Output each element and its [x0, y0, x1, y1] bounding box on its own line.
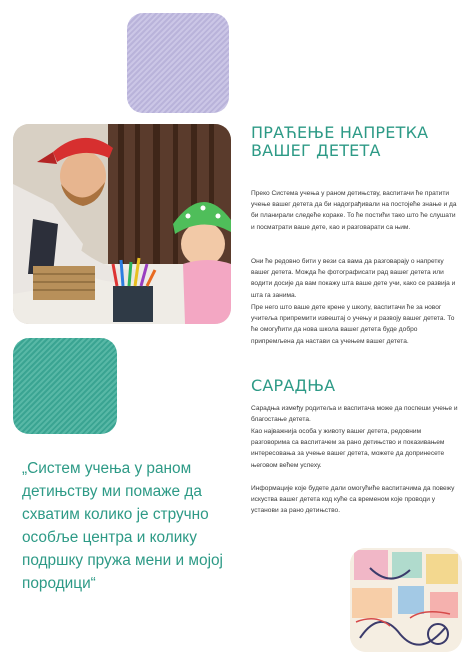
decorative-teal-tile	[13, 338, 117, 434]
artwork-illustration	[350, 548, 462, 652]
child-artwork-image	[350, 548, 462, 652]
collaboration-paragraph-3: Информације које будете дали омогућиће васпитачима да повежу искуства вашег детета код куће са временом које проводи у установи за рано детињство.	[251, 485, 455, 515]
photo-illustration	[13, 124, 231, 324]
decorative-lavender-tile	[127, 13, 229, 113]
collaboration-paragraph-1: Сарадња између родитеља и васпитача може да поспеши учење и благостање детета.	[251, 405, 458, 424]
progress-paragraph-2: Они ће редовно бити у вези са вама да разговарају о напретку вашег детета. Можда ће фотографисати рад вашег детета или водити досије да вам покажу шта ваше дете учи, како се развија и шта га занима.	[251, 258, 456, 299]
section-title-collaboration: САРАДЊА	[251, 376, 336, 395]
parent-quote: „Систем учења у раном детињству ми помаже да схватим колико је стручно особље центра и колику подршку пружа мени и мојој породици“	[22, 460, 223, 592]
collaboration-paragraph-2: Као најважнија особа у животу вашег детета, редовним разговорима са васпитачем за рано детињство и показивањем интересовања за учење вашег детета, можете да допринесете његовом већем успеху.	[251, 428, 445, 469]
progress-paragraph-1: Преко Система учења у раном детињству, васпитачи ће пратити учење вашег детета да би надограђивали на постојеће знање и да би планирали следеће кораке. То ће постићи тако што ће слушати и посматрати ваше дете, као и разговарати са њим.	[251, 190, 457, 231]
photo-teacher-and-child	[13, 124, 231, 324]
section-title-progress: ПРАЋЕЊЕ НАПРЕТКА ВАШЕГ ДЕТЕТА	[251, 123, 429, 160]
progress-paragraph-3: Пре него што ваше дете крене у школу, васпитачи ће за новог учитеља припремити извештај о учењу и развоју вашег детета. То ће омогућити да нова школа вашег детета буде добро припремљена да настави са учењем вашег детета.	[251, 304, 455, 345]
